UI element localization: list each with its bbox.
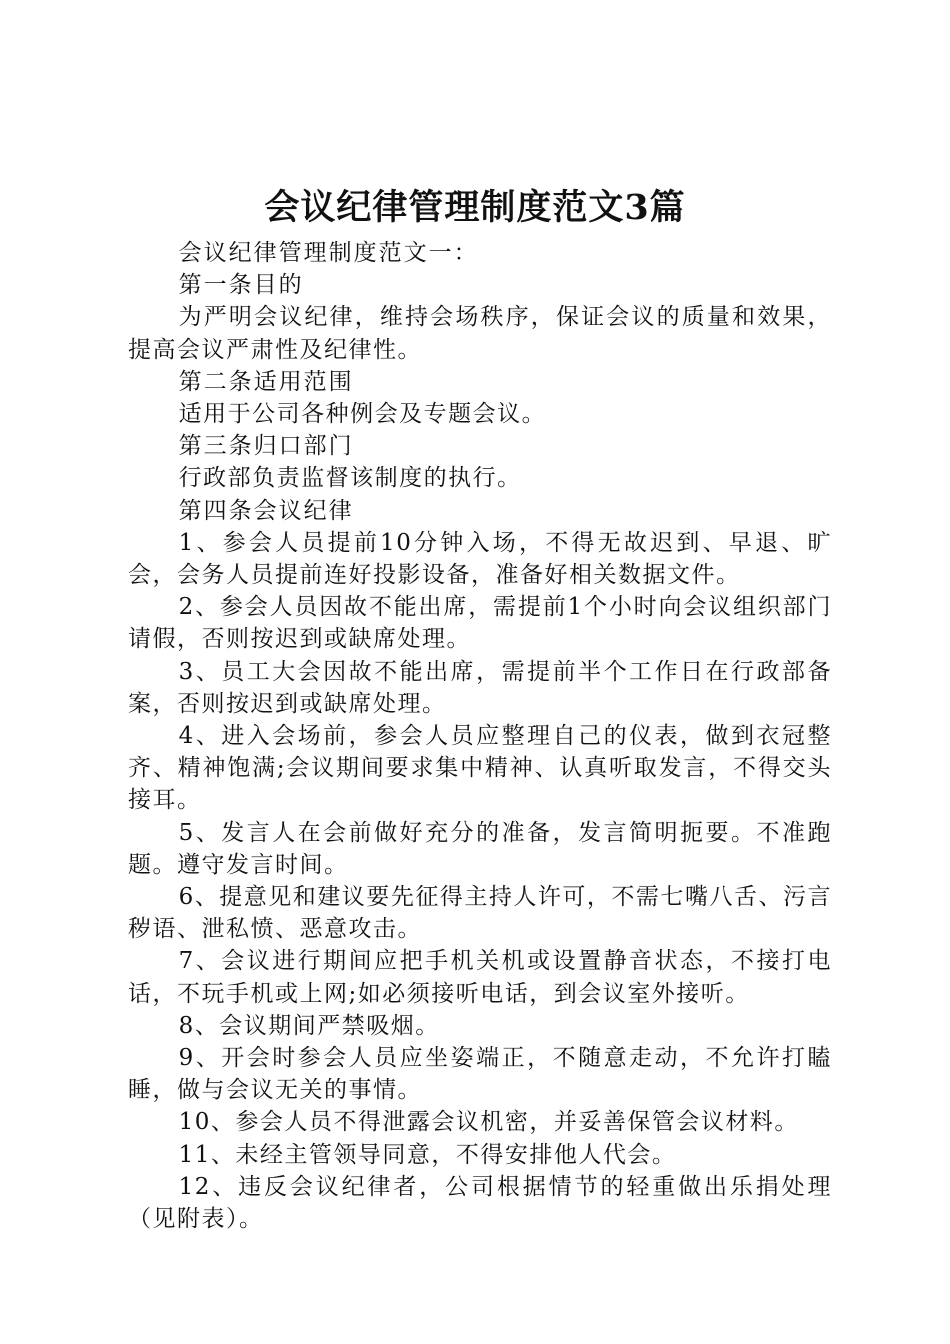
rule-item: 3、员工大会因故不能出席，需提前半个工作日在行政部备案，否则按迟到或缺席处理。: [128, 658, 832, 717]
rule-item: 7、会议进行期间应把手机关机或设置静音状态，不接打电话，不玩手机或上网;如必须接听电话，到会议室外接听。: [128, 948, 832, 1007]
rule-item: 6、提意见和建议要先征得主持人许可，不需七嘴八舌、污言秽语、泄私愤、恶意攻击。: [128, 884, 832, 943]
article-3-heading: 第三条归口部门: [178, 433, 354, 460]
article-3-text: 行政部负责监督该制度的执行。: [178, 465, 522, 492]
rule-item: 11、未经主管领导同意，不得安排他人代会。: [178, 1141, 677, 1168]
section-intro: 会议纪律管理制度范文一：: [178, 240, 479, 266]
article-1-heading: 第一条目的: [178, 272, 304, 299]
rule-item: 2、参会人员因故不能出席，需提前1个小时向会议组织部门请假，否则按迟到或缺席处理。: [128, 594, 832, 653]
article-2-heading: 第二条适用范围: [178, 368, 354, 395]
document-title: 会议纪律管理制度范文3篇: [264, 187, 686, 228]
rule-item: 5、发言人在会前做好充分的准备，发言简明扼要。不准跑题。遵守发言时间。: [128, 819, 832, 878]
document-body: [128, 237, 832, 1235]
rule-item: 1、参会人员提前10分钟入场，不得无故迟到、早退、旷会，会务人员提前连好投影设备，准备好相关数据文件。: [128, 529, 832, 589]
rule-item: 8、会议期间严禁吸烟。: [178, 1012, 440, 1039]
rule-item: 12、违反会议纪律者，公司根据情节的轻重做出乐捐处理（见附表）。: [128, 1173, 832, 1233]
article-4-heading: 第四条会议纪律: [178, 497, 354, 524]
rule-item: 9、开会时参会人员应坐姿端正，不随意走动，不允许打瞌睡，做与会议无关的事情。: [128, 1045, 832, 1104]
article-1-text: 为严明会议纪律，维持会场秩序，保证会议的质量和效果，提高会议严肃性及纪律性。: [128, 304, 832, 363]
rule-item: 4、进入会场前，参会人员应整理自己的仪表，做到衣冠整齐、精神饱满;会议期间要求集中精神、认真听取发言，不得交头接耳。: [128, 723, 832, 814]
article-2-text: 适用于公司各种例会及专题会议。: [178, 401, 547, 428]
rule-item: 10、参会人员不得泄露会议机密，并妥善保管会议材料。: [178, 1109, 799, 1136]
